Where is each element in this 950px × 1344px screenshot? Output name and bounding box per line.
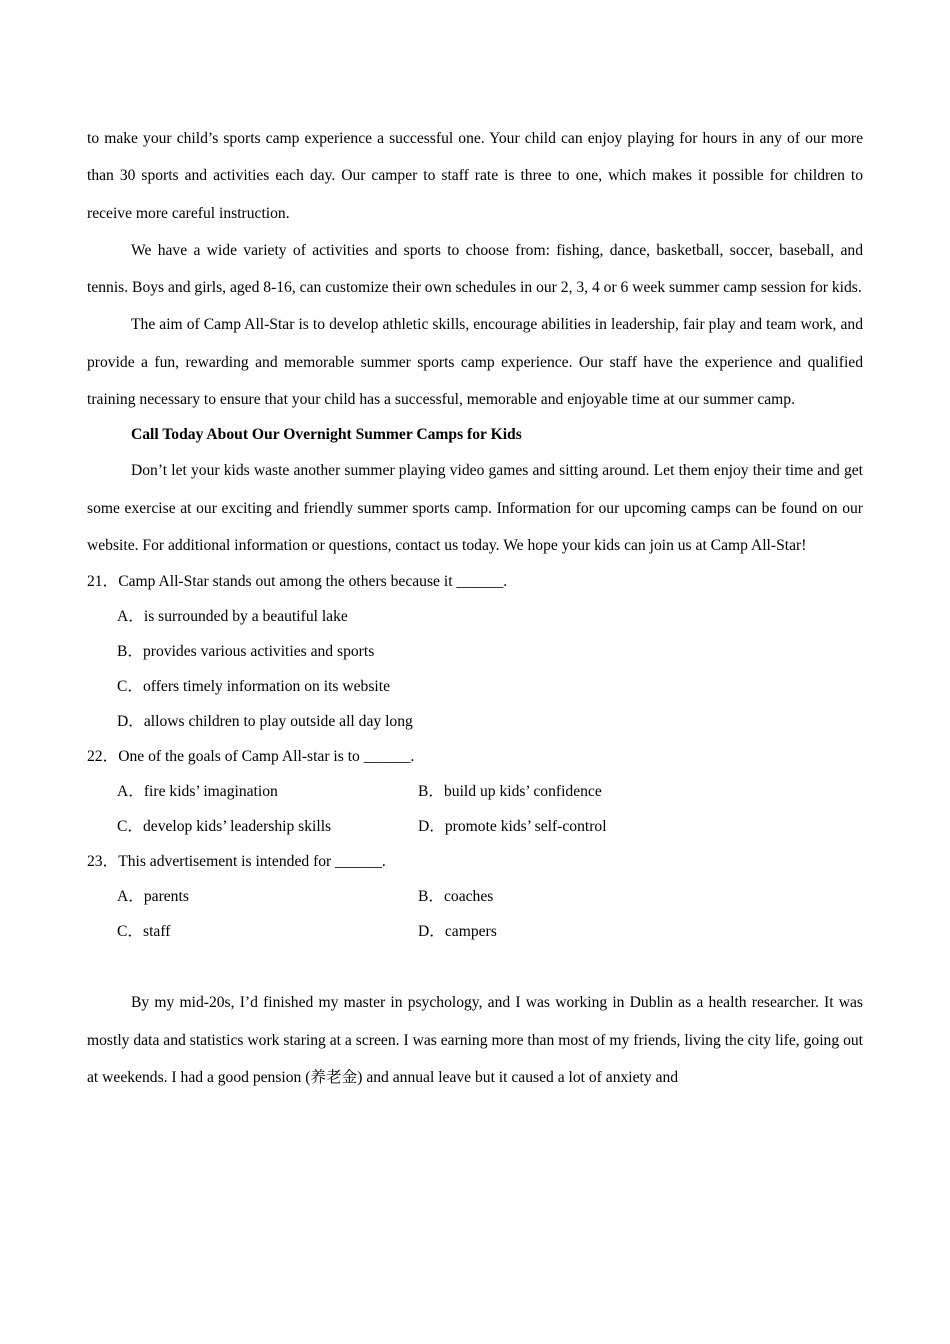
option-a: A．parents [117,888,189,906]
passage-b-paragraph-1: to make your child’s sports camp experience a successful one. Your child can enjoy playing for hours in any of our more than 30 sports and activities each day. Our camper to staff rate is three to one, which makes it possible for children to receive more careful instruction. [87,130,863,222]
section-spacer [87,949,863,984]
option-b: B．build up kids’ confidence [418,783,602,801]
question-stem: 21．Camp All-Star stands out among the others because it ______. [87,573,508,591]
question-22 [87,739,863,844]
option-c: C．staff [117,923,171,941]
passage-b-paragraph-2: We have a wide variety of activities and sports to choose from: fishing, dance, basketball, soccer, baseball, and tennis. Boys and girls, aged 8-16, can customize their own schedules in our 2, 3, 4 or 6 week summer camp session for kids. [87,241,863,297]
passage-b-heading: Call Today About Our Overnight Summer Camps for Kids [131,426,522,444]
option-d: D．allows children to play outside all day long [117,713,413,731]
question-stem: 23．This advertisement is intended for ______. [87,853,386,871]
option-row [87,809,863,844]
option-c: C．develop kids’ leadership skills [117,818,332,836]
page-content [87,120,863,1096]
option-a: A．is surrounded by a beautiful lake [117,608,348,626]
option-d: D．campers [418,923,497,941]
passage-b-paragraph-3: The aim of Camp All-Star is to develop athletic skills, encourage abilities in leadership, fair play and team work, and provide a fun, rewarding and memorable summer sports camp experience. Our staff have the experience and qualified training necessary to ensure that your child has a successful, memorable and enjoyable time at our summer camp. [87,316,863,409]
question-21 [87,564,863,739]
option-b: B．coaches [418,888,494,906]
option-b: B．provides various activities and sports [117,643,375,661]
option-c: C．offers timely information on its website [117,678,390,696]
option-a: A．fire kids’ imagination [117,783,278,801]
passage-b-paragraph-4: Don’t let your kids waste another summer playing video games and sitting around. Let them enjoy their time and get some exercise at our exciting and friendly summer sports camp. Information for our upcoming camps can be found on our website. For additional information or questions, contact us today. We hope your kids can join us at Camp All-Star! [87,462,863,554]
option-d: D．promote kids’ self-control [418,818,607,836]
option-row [87,774,863,809]
passage-c-paragraph-1: By my mid-20s, I’d finished my master in psychology, and I was working in Dublin as a health researcher. It was mostly data and statistics work staring at a screen. I was earning more than most of my friends, living the city life, going out at weekends. I had a good pension (养老金) and annual leave but it caused a lot of anxiety and [87,994,863,1086]
option-row [87,879,863,914]
question-23 [87,844,863,949]
question-stem: 22．One of the goals of Camp All-star is to ______. [87,748,415,766]
option-row [87,914,863,949]
